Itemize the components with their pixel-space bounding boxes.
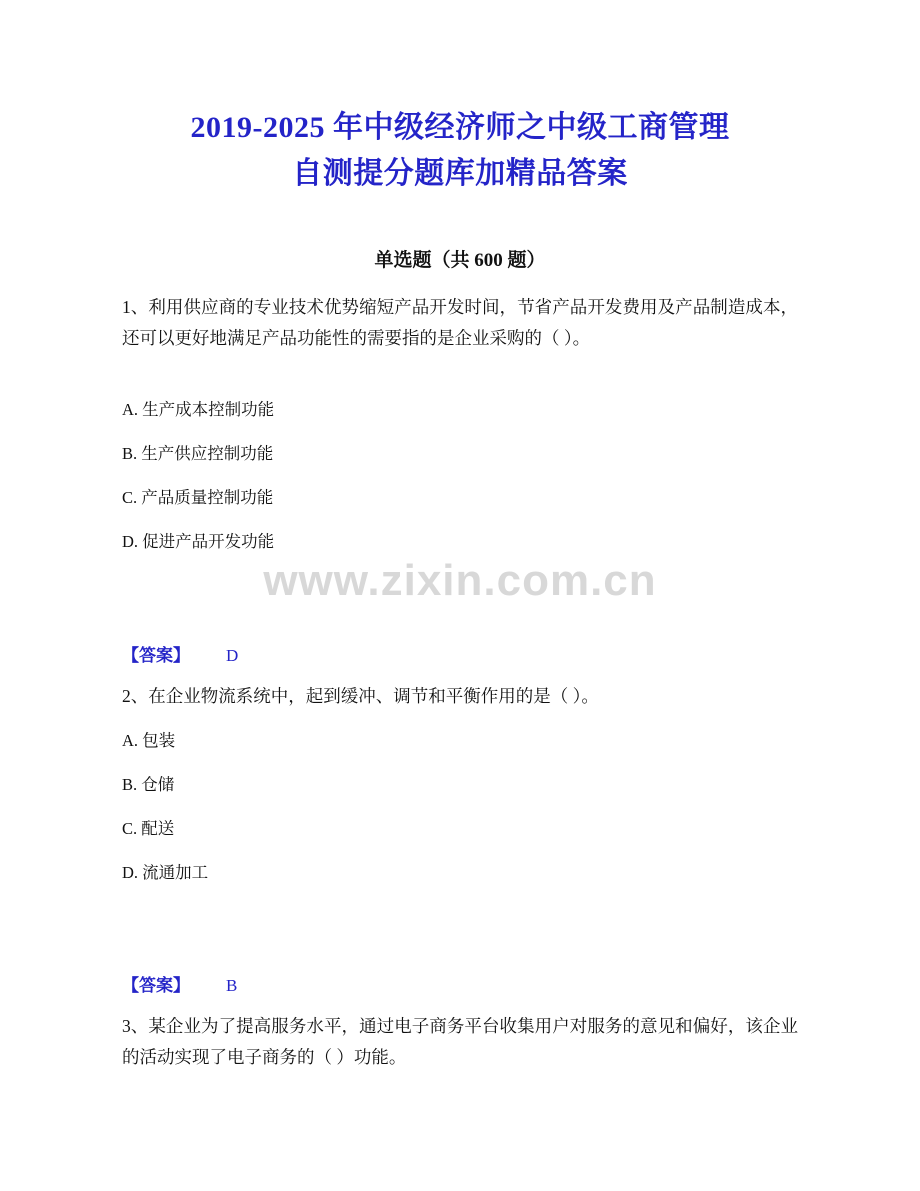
answer-label: 【答案】 (122, 646, 190, 665)
question-1-option-b: B. 生产供应控制功能 (122, 444, 274, 463)
site-watermark: www.zixin.com.cn (263, 556, 657, 605)
section-heading: 单选题（共 600 题） (374, 250, 546, 271)
question-1-option-c: C. 产品质量控制功能 (122, 488, 274, 507)
question-1-stem: 1、利用供应商的专业技术优势缩短产品开发时间，节省产品开发费用及产品制造成本，还可以更好地满足产品功能性的需要指的是企业采购的（ ）。 (122, 297, 798, 348)
answer-label: 【答案】 (122, 976, 190, 995)
page-title (110, 105, 810, 197)
page-title-line-1: 2019-2025 年中级经济师之中级工商管理 (190, 111, 730, 144)
question-2-answer-value: B (226, 976, 238, 995)
question-1-option-d: D. 促进产品开发功能 (122, 532, 275, 551)
question-2-option-c: C. 配送 (122, 819, 175, 838)
question-3-stem: 3、某企业为了提高服务水平，通过电子商务平台收集用户对服务的意见和偏好，该企业的活动实现了电子商务的（ ）功能。 (122, 1016, 798, 1067)
question-1-option-a: A. 生产成本控制功能 (122, 400, 275, 419)
question-2-option-a: A. 包装 (122, 731, 176, 750)
question-2-answer-row (122, 971, 237, 996)
question-2-option-b: B. 仓储 (122, 775, 175, 794)
question-1-answer-row (122, 641, 238, 666)
page-title-line-2: 自测提分题库加精品答案 (292, 157, 628, 190)
question-1-answer-value: D (226, 646, 239, 665)
question-2-option-d: D. 流通加工 (122, 863, 209, 882)
question-2-stem: 2、在企业物流系统中，起到缓冲、调节和平衡作用的是（ ）。 (122, 686, 599, 706)
